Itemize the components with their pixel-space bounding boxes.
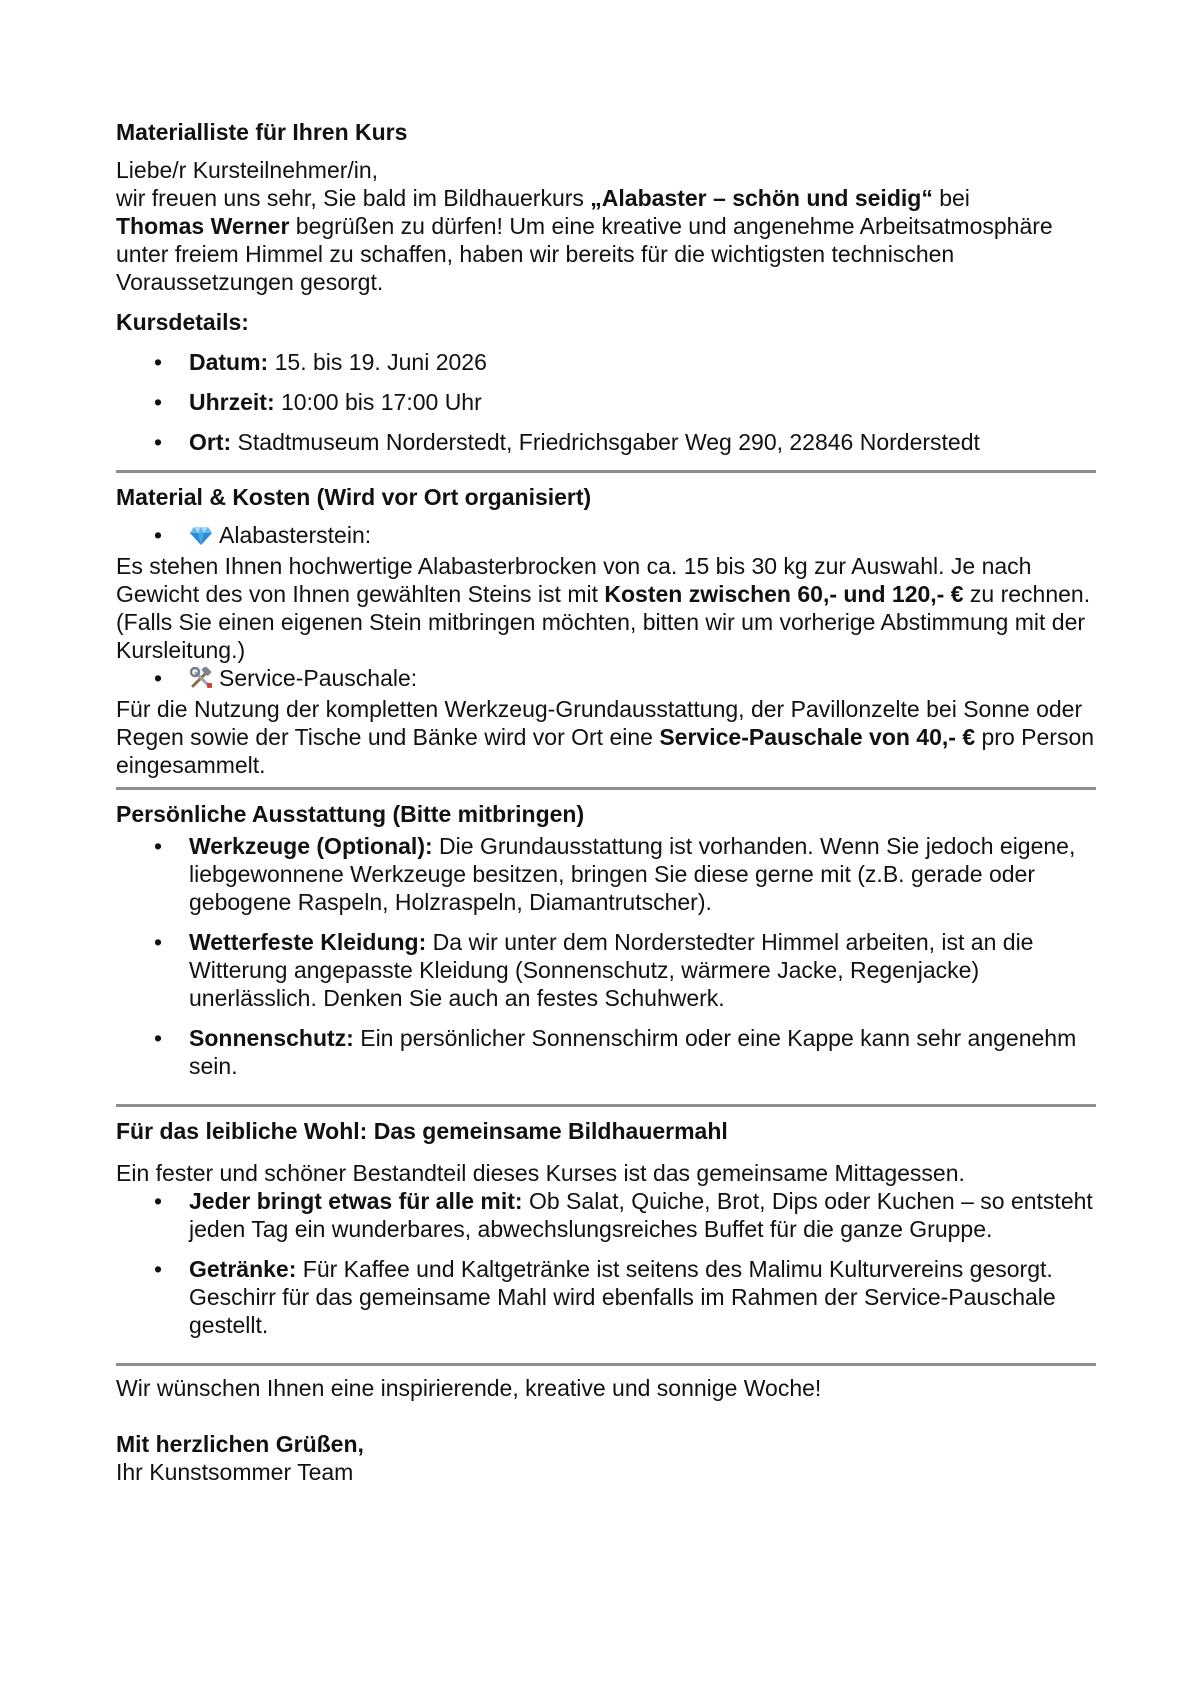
material-stone-bullet xyxy=(116,521,1096,552)
tools-icon xyxy=(189,667,213,695)
teacher-name: Thomas Werner xyxy=(116,213,290,239)
intro-greeting: Liebe/r Kursteilnehmer/in, xyxy=(116,157,379,183)
service-description: Für die Nutzung der kompletten Werkzeug-Grundausstattung, der Pavillonzelte bei Sonne oder Regen sowie der Tische und Bänke wird vor Ort eine Service-Pauschale von 40,- € pro Person eingesammelt. xyxy=(116,696,1095,778)
section-divider xyxy=(116,787,1096,790)
kursdetails-list xyxy=(116,348,1096,456)
list-item: • Getränke: Für Kaffee und Kaltgetränke ist seitens des Malimu Kulturvereins gesorgt. Geschirr für das gemeinsame Mahl wird ebenfalls im Rahmen der Service-Pauschale gestellt. xyxy=(116,1255,1096,1339)
list-item: • Sonnenschutz: Ein persönlicher Sonnenschirm oder eine Kappe kann sehr angenehm sein. xyxy=(116,1024,1096,1080)
material-service-bullet xyxy=(116,664,1096,695)
ausstattung-list xyxy=(116,832,1096,1080)
document-page xyxy=(116,118,1096,1486)
intro-text: wir freuen uns sehr, Sie bald im Bildhauerkurs „Alabaster – schön und seidig“ bei Thomas Werner begrüßen zu dürfen! Um eine kreative und angenehme Arbeitsatmosphäre unter freiem Himmel zu schaffen, haben wir bereits für die wichtigsten technischen Voraussetzungen gesorgt. xyxy=(116,185,1053,295)
wohl-list xyxy=(116,1187,1096,1339)
gem-icon xyxy=(189,524,213,552)
intro-paragraph xyxy=(116,156,1096,296)
material-heading: Material & Kosten (Wird vor Ort organisiert) xyxy=(116,484,592,510)
list-item: • Ort: Stadtmuseum Norderstedt, Friedrichsgaber Weg 290, 22846 Norderstedt xyxy=(116,428,1096,456)
list-item: • Uhrzeit: 10:00 bis 17:00 Uhr xyxy=(116,388,1096,416)
list-item: • Service-Pauschale: xyxy=(116,664,1096,695)
list-item: • Alabasterstein: xyxy=(116,521,1096,552)
service-cost: Service-Pauschale von 40,- € xyxy=(659,724,976,750)
closing-team: Ihr Kunstsommer Team xyxy=(116,1459,354,1485)
section-divider xyxy=(116,1363,1096,1366)
list-item: • Jeder bringt etwas für alle mit: Ob Salat, Quiche, Brot, Dips oder Kuchen – so entsteht jeden Tag ein wunderbares, abwechslungsreiches Buffet für die ganze Gruppe. xyxy=(116,1187,1096,1243)
page-title: Materialliste für Ihren Kurs xyxy=(116,119,408,145)
stone-cost: Kosten zwischen 60,- und 120,- € xyxy=(604,581,964,607)
kursdetails-heading: Kursdetails: xyxy=(116,309,249,335)
closing-wish: Wir wünschen Ihnen eine inspirierende, kreative und sonnige Woche! xyxy=(116,1375,822,1401)
course-name: „Alabaster – schön und seidig“ xyxy=(590,185,933,211)
wohl-intro: Ein fester und schöner Bestandteil dieses Kurses ist das gemeinsame Mittagessen. xyxy=(116,1160,965,1186)
list-item: • Werkzeuge (Optional): Die Grundausstattung ist vorhanden. Wenn Sie jedoch eigene, liebgewonnene Werkzeuge besitzen, bringen Sie diese gerne mit (z.B. gerade oder gebogene Raspeln, Holzraspeln, Diamantrutscher). xyxy=(116,832,1096,916)
section-divider xyxy=(116,470,1096,473)
stone-note: (Falls Sie einen eigenen Stein mitbringen möchten, bitten wir um vorherige Abstimmung mit der Kursleitung.) xyxy=(116,609,1086,663)
closing-regards: Mit herzlichen Grüßen, xyxy=(116,1431,364,1457)
list-item: • Wetterfeste Kleidung: Da wir unter dem Norderstedter Himmel arbeiten, ist an die Witterung angepasste Kleidung (Sonnenschutz, wärmere Jacke, Regenjacke) unerlässlich. Denken Sie auch an festes Schuhwerk. xyxy=(116,928,1096,1012)
stone-description: Es stehen Ihnen hochwertige Alabasterbrocken von ca. 15 bis 30 kg zur Auswahl. Je nach Gewicht des von Ihnen gewählten Steins ist mit Kosten zwischen 60,- und 120,- € zu rechnen. xyxy=(116,553,1091,607)
ausstattung-heading: Persönliche Ausstattung (Bitte mitbringen) xyxy=(116,801,585,827)
section-divider xyxy=(116,1104,1096,1107)
list-item: • Datum: 15. bis 19. Juni 2026 xyxy=(116,348,1096,376)
wohl-heading: Für das leibliche Wohl: Das gemeinsame Bildhauermahl xyxy=(116,1118,728,1144)
